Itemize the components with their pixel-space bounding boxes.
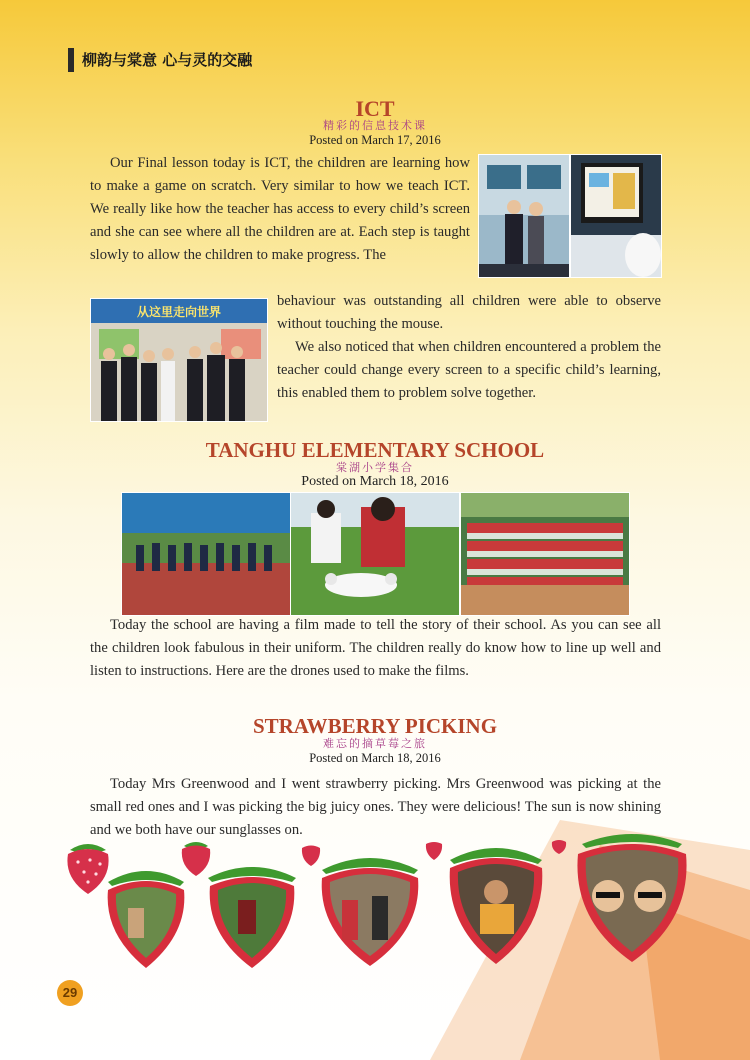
tanghu-photo-students <box>121 492 291 616</box>
strawberry-photo-5 <box>577 834 686 962</box>
tanghu-posted-date: Posted on March 18, 2016 <box>301 474 449 489</box>
strawberry-photo-3 <box>322 858 419 966</box>
small-strawberry-icon <box>182 842 210 876</box>
small-strawberry-icon <box>302 846 320 867</box>
ict-paragraph-1: Our Final lesson today is ICT, the children are learning how to make a game on scratch. Very similar to how we teach ICT. We really like how the teacher has access to every child’s screen and she can see where all the children are at. Each step is taught slowly to allow the children to make progress. The <box>90 155 470 263</box>
strawberry-paragraph: Today Mrs Greenwood and I went strawberry picking. Mrs Greenwood was picking at the small red ones and I was picking the big juicy ones. They were delicious! The sun is now shining and we both have our sunglasses on. <box>90 776 661 838</box>
small-strawberry-icon <box>552 840 566 854</box>
strawberry-photo-2 <box>208 867 296 968</box>
tanghu-photo-drone <box>290 492 460 616</box>
strawberry-subtitle: 难忘的摘草莓之旅 <box>323 737 427 750</box>
tanghu-subtitle: 棠湖小学集合 <box>336 461 414 474</box>
header-title: 柳韵与棠意 心与灵的交融 <box>68 48 682 72</box>
small-strawberry-icon <box>67 844 108 894</box>
strawberry-photo-frames <box>0 830 750 980</box>
strawberry-posted-date: Posted on March 18, 2016 <box>309 751 441 765</box>
small-strawberry-icon <box>426 842 442 860</box>
ict-photo-computer <box>570 154 662 278</box>
tanghu-title: TANGHU ELEMENTARY SCHOOL <box>205 438 545 462</box>
ict-paragraph-2: We also noticed that when children encountered a problem the teacher could change every screen to a specific child’s learning, this enabled them to problem solve together. <box>277 339 661 401</box>
page-header <box>0 0 750 80</box>
ict-photo-banner: 从这里走向世界 <box>136 305 222 319</box>
ict-subtitle: 精彩的信息技术课 <box>323 119 427 132</box>
page-number: 29 <box>57 980 83 1006</box>
tanghu-photo-class <box>460 492 630 616</box>
strawberry-photo-1 <box>108 871 185 968</box>
strawberry-title: STRAWBERRY PICKING <box>252 714 498 738</box>
ict-posted-date: Posted on March 17, 2016 <box>309 133 441 147</box>
ict-photo-teachers <box>478 154 570 278</box>
strawberry-photo-4 <box>450 848 543 964</box>
ict-photo-group <box>90 298 268 422</box>
ict-title: ICT <box>355 96 395 121</box>
ict-paragraph-1-continued: behaviour was outstanding all children were able to observe without touching the mouse. <box>277 293 661 332</box>
tanghu-paragraph: Today the school are having a film made to tell the story of their school. As you can see all the children look fabulous in their uniform. The children really do know how to line up well and listen to instructions. Here are the drones used to make the films. <box>90 617 661 679</box>
